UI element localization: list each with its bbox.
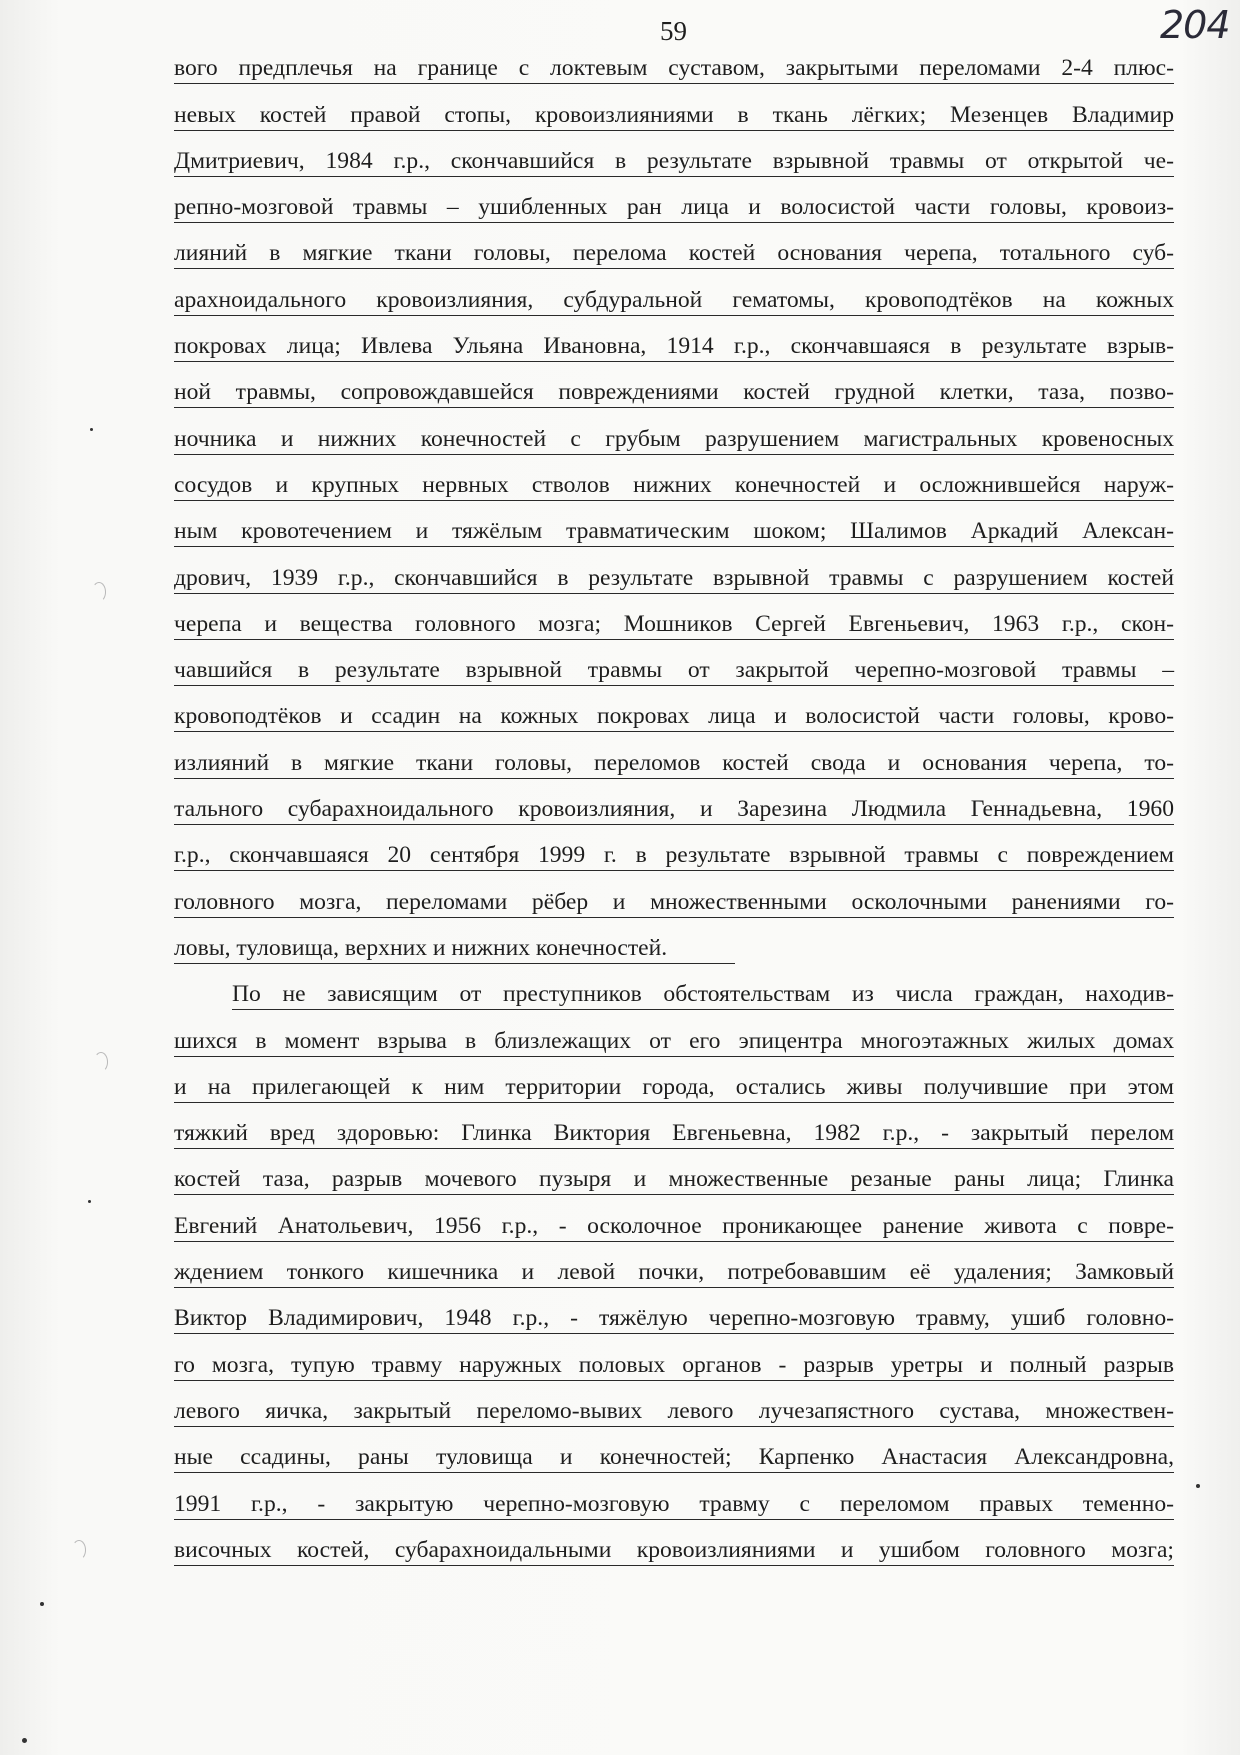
text-line: ной травмы, сопровождавшейся повреждениями костей грудной клетки, таза, позво- [174,368,1174,414]
hole-punch-mark [92,582,106,602]
scan-speck [88,1200,91,1203]
text-line: головного мозга, переломами рёбер и множественными осколочными ранениями го- [174,877,1174,923]
text-line: ждением тонкого кишечника и левой почки, потребовавшим её удаления; Замковый [174,1248,1174,1294]
text-line: шихся в момент взрыва в близлежащих от его эпицентра многоэтажных жилых домах [174,1016,1174,1062]
hole-punch-mark [94,1052,108,1072]
text-line: и на прилегающей к ним территории города, остались живы получившие при этом [174,1063,1174,1109]
text-line: излияний в мягкие ткани головы, переломов костей свода и основания черепа, то- [174,738,1174,784]
text-line-paragraph-start: По не зависящим от преступников обстоятельствам из числа граждан, находив- [174,970,1174,1016]
text-line: арахноидального кровоизлияния, субдуральной гематомы, кровоподтёков на кожных [174,275,1174,321]
text-line: г.р., скончавшаяся 20 сентября 1999 г. в результате взрывной травмы с повреждением [174,831,1174,877]
text-line: 1991 г.р., - закрытую черепно-мозговую травму с переломом правых теменно- [174,1479,1174,1525]
text-line: репно-мозговой травмы – ушибленных ран лица и волосистой части головы, кровоиз- [174,183,1174,229]
scan-speck [1196,1484,1200,1488]
page-number: 59 [660,16,687,46]
scan-speck [40,1602,44,1606]
text-line: дрович, 1939 г.р., скончавшийся в результате взрывной травмы с разрушением костей [174,553,1174,599]
text-line: ночника и нижних конечностей с грубым разрушением магистральных кровеносных [174,414,1174,460]
text-line: Дмитриевич, 1984 г.р., скончавшийся в результате взрывной травмы от открытой че- [174,137,1174,183]
text-line: чавшийся в результате взрывной травмы от закрытой черепно-мозговой травмы – [174,646,1174,692]
text-line: ным кровотечением и тяжёлым травматическим шоком; Шалимов Аркадий Алексан- [174,507,1174,553]
text-line: тяжкий вред здоровью: Глинка Виктория Евгеньевна, 1982 г.р., - закрытый перелом [174,1109,1174,1155]
handwritten-archive-number: 204 [1160,3,1230,47]
text-line: ные ссадины, раны туловища и конечностей; Карпенко Анастасия Александровна, [174,1433,1174,1479]
text-line: кровоподтёков и ссадин на кожных покровах лица и волосистой части головы, крово- [174,692,1174,738]
text-line: Виктор Владимирович, 1948 г.р., - тяжёлую черепно-мозговую травму, ушиб головно- [174,1294,1174,1340]
text-line: костей таза, разрыв мочевого пузыря и множественные резаные раны лица; Глинка [174,1155,1174,1201]
text-line: покровах лица; Ивлева Ульяна Ивановна, 1914 г.р., скончавшаяся в результате взрыв- [174,322,1174,368]
body-text [174,44,1174,1572]
scan-speck [90,428,93,431]
text-line: вого предплечья на границе с локтевым суставом, закрытыми переломами 2-4 плюс- [174,44,1174,90]
text-line: черепа и вещества головного мозга; Мошников Сергей Евгеньевич, 1963 г.р., скон- [174,600,1174,646]
text-line: лияний в мягкие ткани головы, перелома костей основания черепа, тотального суб- [174,229,1174,275]
text-line: го мозга, тупую травму наружных половых органов - разрыв уретры и полный разрыв [174,1340,1174,1386]
text-line: левого яичка, закрытый переломо-вывих левого лучезапястного сустава, множествен- [174,1387,1174,1433]
text-line: Евгений Анатольевич, 1956 г.р., - осколочное проникающее ранение живота с повре- [174,1201,1174,1247]
hole-punch-mark [72,1540,86,1560]
text-line: сосудов и крупных нервных стволов нижних конечностей и осложнившейся наруж- [174,461,1174,507]
text-line: височных костей, субарахноидальными кровоизлияниями и ушибом головного мозга; [174,1526,1174,1572]
text-line: невых костей правой стопы, кровоизлияниями в ткань лёгких; Мезенцев Владимир [174,90,1174,136]
text-line-paragraph-end: ловы, туловища, верхних и нижних конечностей. [174,924,1174,970]
text-line: тального субарахноидального кровоизлияния, и Зарезина Людмила Геннадьевна, 1960 [174,785,1174,831]
scan-speck [22,1738,27,1743]
